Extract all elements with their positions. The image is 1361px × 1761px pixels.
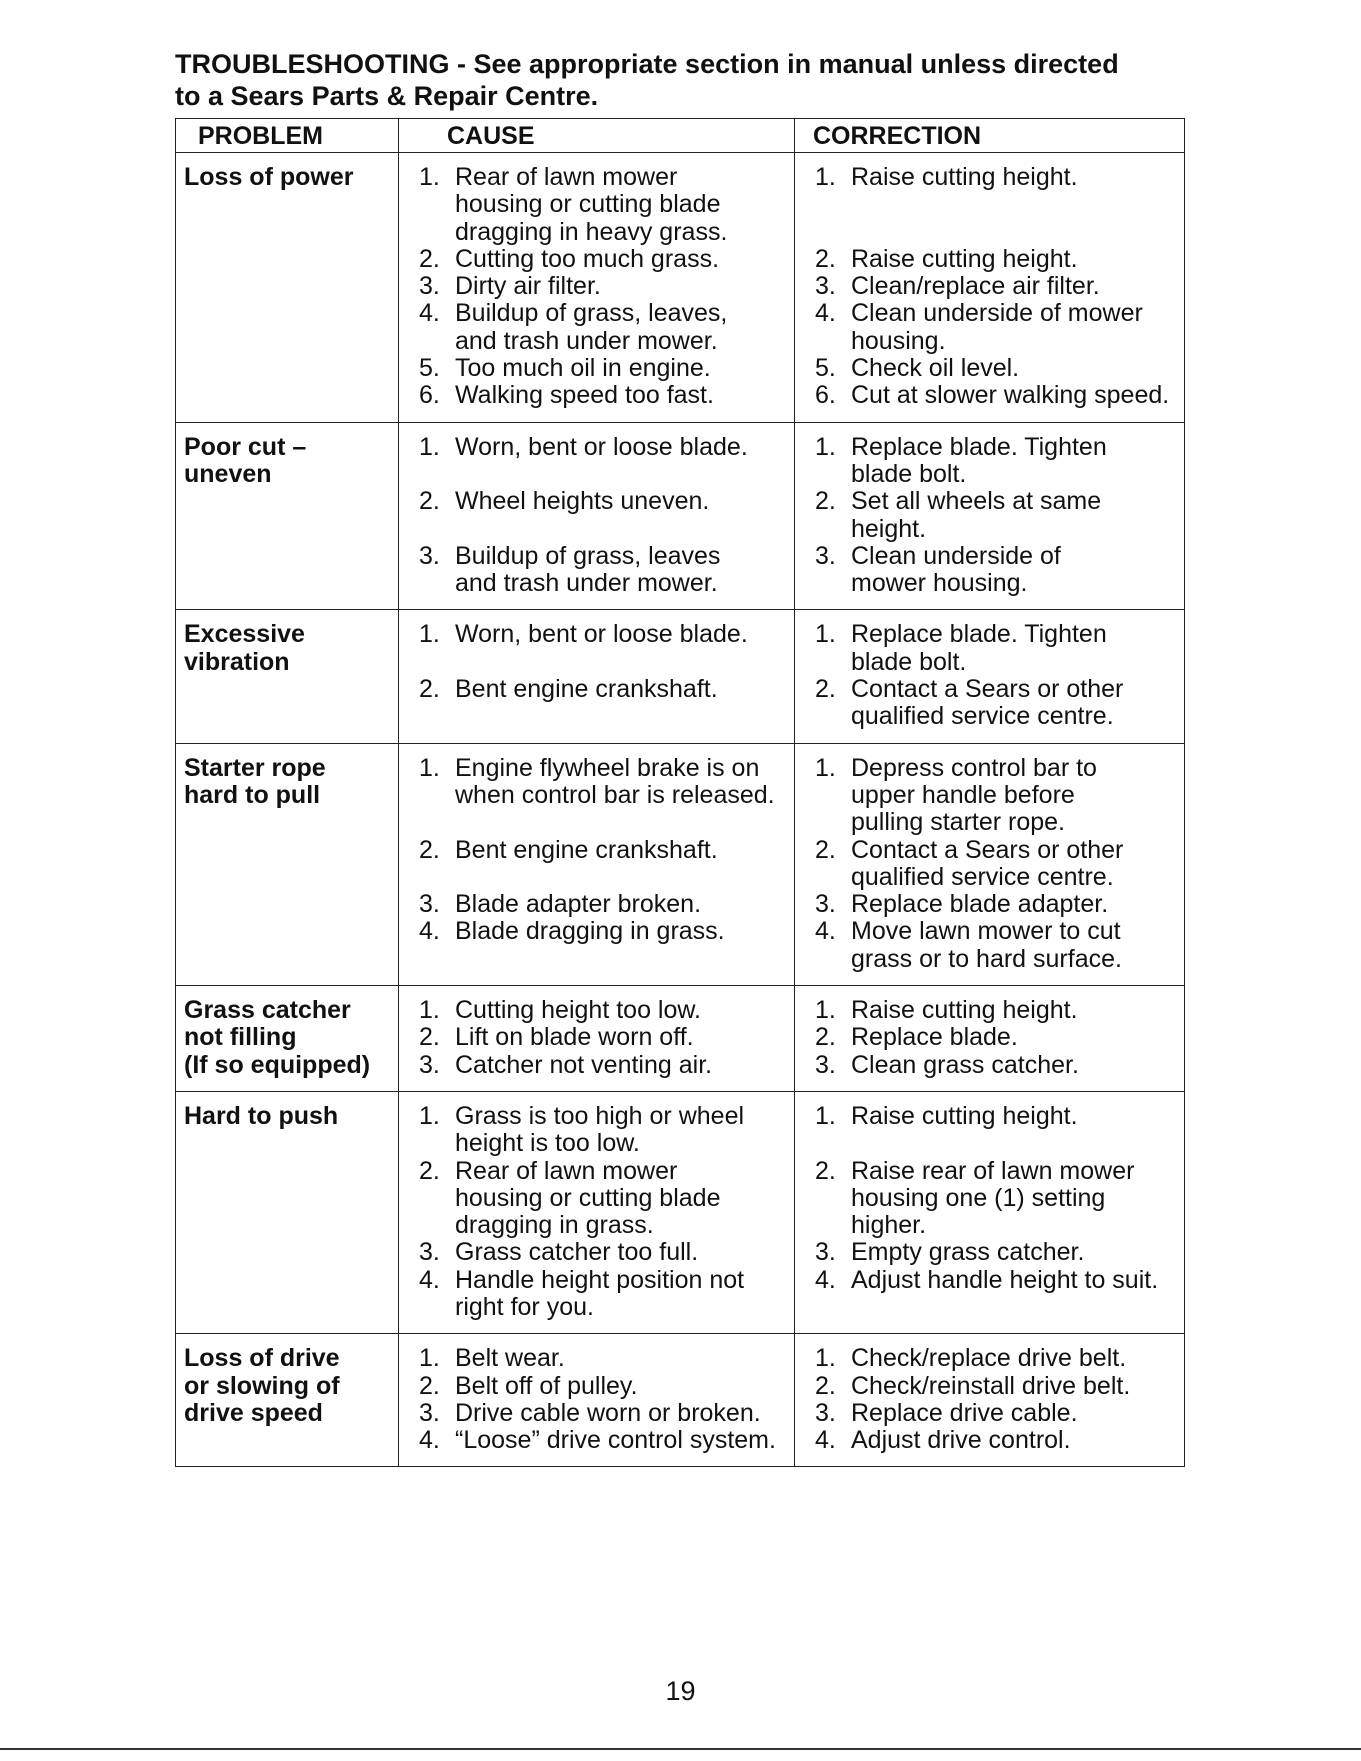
cause-item <box>407 1427 788 1454</box>
cause-number: 1. <box>419 753 440 782</box>
cause-text: housing or cutting blade <box>455 190 721 219</box>
cause-text: Cutting too much grass. <box>455 244 720 273</box>
correction-text: Raise rear of lawn mower <box>851 1156 1135 1185</box>
cause-text: Lift on blade worn off. <box>455 1023 694 1052</box>
correction-number: 2. <box>815 487 836 516</box>
correction-text: blade bolt. <box>851 459 967 488</box>
problem-cell <box>176 1091 399 1333</box>
correction-number: 1. <box>815 163 836 191</box>
correction-item <box>803 1373 1178 1400</box>
correction-text: Raise cutting height. <box>851 163 1078 191</box>
cause-text: Handle height position not <box>455 1265 745 1294</box>
cause-text: Cutting height too low. <box>455 996 701 1025</box>
cause-item <box>407 164 788 246</box>
cause-number: 1. <box>419 1344 440 1373</box>
cause-number: 2. <box>419 1371 440 1400</box>
correction-item <box>803 1345 1178 1372</box>
correction-item <box>803 1052 1178 1079</box>
header-problem: PROBLEM <box>176 119 399 153</box>
correction-text: Raise cutting height. <box>851 244 1078 273</box>
cause-text: Grass is too high or wheel <box>455 1101 745 1130</box>
correction-item <box>803 1024 1178 1051</box>
cause-number: 3. <box>419 272 440 301</box>
cause-item <box>407 837 788 892</box>
cause-text: Worn, bent or loose blade. <box>455 432 748 461</box>
header-row <box>176 119 1185 153</box>
cause-text: Catcher not venting air. <box>455 1050 713 1079</box>
cause-text: when control bar is released. <box>455 780 775 809</box>
cause-item <box>407 1052 788 1079</box>
correction-text: Clean grass catcher. <box>851 1050 1079 1079</box>
table-row <box>176 153 1185 423</box>
correction-item <box>803 1103 1178 1158</box>
correction-text: Raise cutting height. <box>851 996 1078 1025</box>
cause-text: Drive cable worn or broken. <box>455 1398 761 1427</box>
correction-cell <box>795 986 1185 1092</box>
problem-text: Starter rope <box>184 753 326 782</box>
correction-item <box>803 1427 1178 1454</box>
correction-number: 2. <box>815 1156 836 1185</box>
cause-text: Wheel heights uneven. <box>455 487 710 516</box>
cause-text <box>455 864 788 891</box>
correction-text: Depress control bar to <box>851 753 1097 782</box>
table-row <box>176 422 1185 610</box>
cause-text: Too much oil in engine. <box>455 354 711 383</box>
correction-text: Cut at slower walking speed. <box>851 381 1170 410</box>
correction-text: Clean underside of mower <box>851 299 1143 328</box>
cause-number: 3. <box>419 1050 440 1079</box>
cause-item <box>407 891 788 918</box>
cause-text: Grass catcher too full. <box>455 1238 699 1267</box>
correction-item <box>803 1239 1178 1266</box>
cause-item <box>407 1267 788 1322</box>
problem-cell <box>176 610 399 743</box>
correction-item <box>803 837 1178 892</box>
correction-text: higher. <box>851 1211 927 1240</box>
table-body <box>176 153 1185 1467</box>
correction-item <box>803 273 1178 300</box>
correction-item <box>803 300 1178 355</box>
title-line-1: TROUBLESHOOTING - See appropriate section in manual unless directed <box>175 49 1119 79</box>
problem-text: Loss of power <box>184 163 354 191</box>
problem-text: uneven <box>184 459 272 488</box>
correction-text: Raise cutting height. <box>851 1101 1078 1130</box>
correction-text <box>851 219 1178 246</box>
problem-text: or slowing of <box>184 1371 340 1400</box>
correction-number: 3. <box>815 541 836 570</box>
cause-text: Dirty air filter. <box>455 272 601 301</box>
cause-number: 4. <box>419 1426 440 1455</box>
cause-cell <box>399 153 795 423</box>
cause-text: Walking speed too fast. <box>455 381 714 410</box>
cause-item <box>407 273 788 300</box>
correction-text: Adjust handle height to suit. <box>851 1265 1159 1294</box>
problem-text: Poor cut – <box>184 432 307 461</box>
problem-cell <box>176 153 399 423</box>
correction-text: upper handle before <box>851 780 1075 809</box>
cause-item <box>407 1400 788 1427</box>
correction-text: pulling starter rope. <box>851 808 1066 837</box>
correction-item <box>803 434 1178 489</box>
cause-item <box>407 434 788 489</box>
cause-text <box>455 461 788 488</box>
cause-text: “Loose” drive control system. <box>455 1426 776 1455</box>
cause-number: 4. <box>419 1265 440 1294</box>
cause-item <box>407 1103 788 1158</box>
table-row <box>176 743 1185 985</box>
correction-cell <box>795 1091 1185 1333</box>
cause-number: 6. <box>419 381 440 410</box>
cause-number: 1. <box>419 163 440 191</box>
correction-number: 4. <box>815 1265 836 1294</box>
page-number: 19 <box>665 1676 696 1706</box>
correction-text <box>851 1130 1178 1157</box>
correction-item <box>803 918 1178 973</box>
cause-number: 1. <box>419 996 440 1025</box>
correction-number: 3. <box>815 1238 836 1267</box>
correction-text: Replace blade. Tighten <box>851 432 1107 461</box>
correction-item <box>803 1267 1178 1294</box>
correction-item <box>803 355 1178 382</box>
problem-text: hard to pull <box>184 780 321 809</box>
correction-number: 4. <box>815 917 836 946</box>
cause-item <box>407 1373 788 1400</box>
correction-text: Replace drive cable. <box>851 1398 1078 1427</box>
cause-text: Bent engine crankshaft. <box>455 675 718 704</box>
cause-number: 2. <box>419 487 440 516</box>
correction-number: 1. <box>815 996 836 1025</box>
page-title <box>175 48 1205 112</box>
cause-text <box>455 809 788 836</box>
cause-item <box>407 488 788 543</box>
correction-text: Contact a Sears or other <box>851 675 1124 704</box>
correction-text: Set all wheels at same <box>851 487 1102 516</box>
cause-item <box>407 543 788 598</box>
correction-text: Check oil level. <box>851 354 1020 383</box>
cause-item <box>407 1158 788 1240</box>
correction-text: Replace blade. <box>851 1023 1018 1052</box>
cause-text: Engine flywheel brake is on <box>455 753 760 782</box>
problem-text: vibration <box>184 647 290 676</box>
correction-number: 1. <box>815 753 836 782</box>
correction-number: 1. <box>815 620 836 649</box>
correction-cell <box>795 610 1185 743</box>
cause-cell <box>399 1334 795 1467</box>
correction-text: height. <box>851 514 927 543</box>
table-row <box>176 610 1185 743</box>
problem-text: (If so equipped) <box>184 1050 371 1079</box>
cause-number: 2. <box>419 1023 440 1052</box>
cause-text: Bent engine crankshaft. <box>455 835 718 864</box>
problem-cell <box>176 422 399 610</box>
cause-text: and trash under mower. <box>455 569 718 598</box>
cause-cell <box>399 422 795 610</box>
header-cause: CAUSE <box>399 119 795 153</box>
correction-number: 3. <box>815 272 836 301</box>
cause-item <box>407 246 788 273</box>
cause-text: Rear of lawn mower <box>455 163 678 191</box>
cause-number: 2. <box>419 244 440 273</box>
cause-number: 3. <box>419 541 440 570</box>
problem-text: drive speed <box>184 1398 323 1427</box>
correction-text: Check/replace drive belt. <box>851 1344 1127 1373</box>
correction-text: qualified service centre. <box>851 702 1114 731</box>
cause-item <box>407 382 788 409</box>
cause-item <box>407 355 788 382</box>
correction-item <box>803 755 1178 837</box>
correction-number: 2. <box>815 1371 836 1400</box>
correction-text: Adjust drive control. <box>851 1426 1071 1455</box>
cause-number: 3. <box>419 1398 440 1427</box>
correction-number: 4. <box>815 1426 836 1455</box>
correction-item <box>803 164 1178 246</box>
correction-text: qualified service centre. <box>851 862 1114 891</box>
correction-item <box>803 997 1178 1024</box>
cause-item <box>407 300 788 355</box>
correction-text: Check/reinstall drive belt. <box>851 1371 1131 1400</box>
problem-text: not filling <box>184 1023 297 1052</box>
cause-cell <box>399 743 795 985</box>
cause-text: Buildup of grass, leaves <box>455 541 721 570</box>
correction-text: blade bolt. <box>851 647 967 676</box>
correction-cell <box>795 422 1185 610</box>
cause-text: height is too low. <box>455 1129 640 1158</box>
cause-item <box>407 621 788 676</box>
cause-number: 3. <box>419 1238 440 1267</box>
cause-text: Rear of lawn mower <box>455 1156 678 1185</box>
cause-text: dragging in grass. <box>455 1211 654 1240</box>
cause-item <box>407 1024 788 1051</box>
correction-text: mower housing. <box>851 569 1028 598</box>
cause-number: 1. <box>419 1101 440 1130</box>
cause-item <box>407 1239 788 1266</box>
correction-item <box>803 621 1178 676</box>
bottom-rule <box>0 1748 1361 1750</box>
correction-cell <box>795 1334 1185 1467</box>
cause-number: 2. <box>419 675 440 704</box>
correction-number: 2. <box>815 675 836 704</box>
table-row <box>176 1334 1185 1467</box>
cause-text: housing or cutting blade <box>455 1183 721 1212</box>
problem-cell <box>176 986 399 1092</box>
cause-item <box>407 1345 788 1372</box>
cause-item <box>407 997 788 1024</box>
correction-item <box>803 543 1178 598</box>
correction-number: 2. <box>815 835 836 864</box>
cause-text <box>455 649 788 676</box>
cause-number: 1. <box>419 620 440 649</box>
cause-text: Belt off of pulley. <box>455 1371 638 1400</box>
correction-number: 4. <box>815 299 836 328</box>
correction-number: 3. <box>815 890 836 919</box>
correction-number: 1. <box>815 432 836 461</box>
correction-text <box>851 191 1178 218</box>
cause-cell <box>399 610 795 743</box>
cause-number: 1. <box>419 432 440 461</box>
cause-cell <box>399 1091 795 1333</box>
table-row <box>176 986 1185 1092</box>
correction-number: 6. <box>815 381 836 410</box>
cause-number: 4. <box>419 917 440 946</box>
cause-text: right for you. <box>455 1292 594 1321</box>
correction-item <box>803 488 1178 543</box>
troubleshooting-table <box>175 118 1185 1467</box>
correction-text: housing one (1) setting <box>851 1183 1106 1212</box>
cause-text: and trash under mower. <box>455 326 718 355</box>
correction-text: housing. <box>851 326 946 355</box>
correction-number: 3. <box>815 1050 836 1079</box>
correction-number: 2. <box>815 1023 836 1052</box>
correction-item <box>803 1400 1178 1427</box>
correction-item <box>803 676 1178 731</box>
cause-text: Blade adapter broken. <box>455 890 702 919</box>
cause-text: Blade dragging in grass. <box>455 917 725 946</box>
cause-number: 2. <box>419 835 440 864</box>
problem-text: Loss of drive <box>184 1344 340 1373</box>
correction-number: 1. <box>815 1101 836 1130</box>
cause-item <box>407 918 788 945</box>
cause-number: 4. <box>419 299 440 328</box>
cause-text <box>455 516 788 543</box>
cause-text: Buildup of grass, leaves, <box>455 299 728 328</box>
correction-text: Replace blade. Tighten <box>851 620 1107 649</box>
title-line-2: to a Sears Parts & Repair Centre. <box>175 81 599 111</box>
problem-cell <box>176 743 399 985</box>
cause-item <box>407 755 788 837</box>
correction-item <box>803 382 1178 409</box>
problem-cell <box>176 1334 399 1467</box>
problem-text: Hard to push <box>184 1101 339 1130</box>
cause-number: 5. <box>419 354 440 383</box>
correction-text: Clean underside of <box>851 541 1061 570</box>
cause-text: dragging in heavy grass. <box>455 217 728 246</box>
cause-number: 2. <box>419 1156 440 1185</box>
correction-text: grass or to hard surface. <box>851 944 1122 973</box>
correction-text: Empty grass catcher. <box>851 1238 1085 1267</box>
cause-item <box>407 676 788 703</box>
cause-number: 3. <box>419 890 440 919</box>
problem-text: Grass catcher <box>184 996 351 1025</box>
header-correction: CORRECTION <box>795 119 1185 153</box>
correction-text: Move lawn mower to cut <box>851 917 1121 946</box>
correction-cell <box>795 153 1185 423</box>
correction-number: 2. <box>815 244 836 273</box>
correction-number: 1. <box>815 1344 836 1373</box>
cause-text: Worn, bent or loose blade. <box>455 620 748 649</box>
correction-text: Contact a Sears or other <box>851 835 1124 864</box>
correction-number: 3. <box>815 1398 836 1427</box>
correction-cell <box>795 743 1185 985</box>
cause-cell <box>399 986 795 1092</box>
table-row <box>176 1091 1185 1333</box>
correction-number: 5. <box>815 354 836 383</box>
problem-text: Excessive <box>184 620 305 649</box>
correction-text: Clean/replace air filter. <box>851 272 1100 301</box>
correction-text: Replace blade adapter. <box>851 890 1109 919</box>
correction-item <box>803 246 1178 273</box>
correction-item <box>803 891 1178 918</box>
correction-item <box>803 1158 1178 1240</box>
cause-text: Belt wear. <box>455 1344 565 1373</box>
